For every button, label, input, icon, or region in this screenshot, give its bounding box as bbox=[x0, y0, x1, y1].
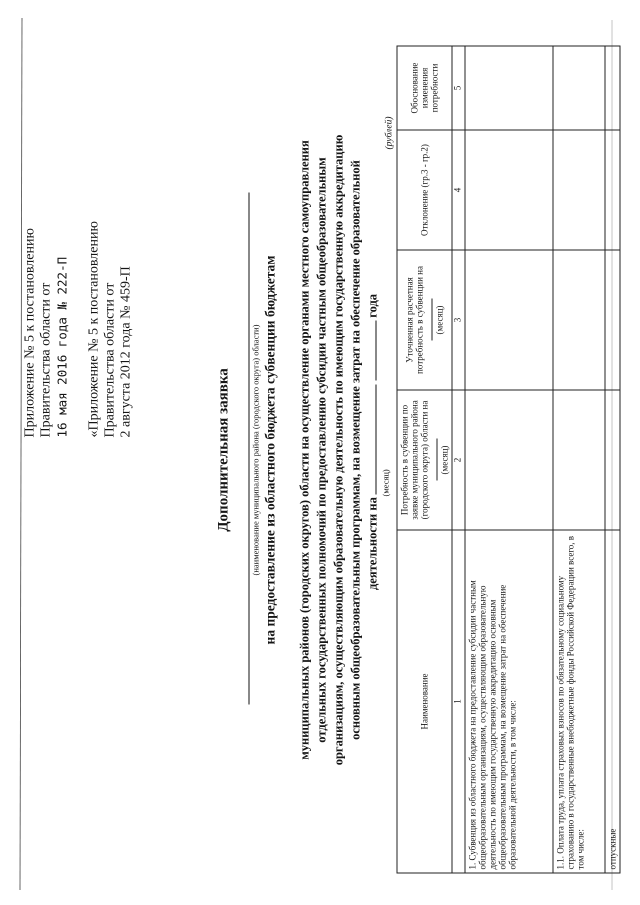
appendix-new-date: 16 мая 2016 года № 222-П bbox=[54, 256, 70, 438]
municipality-name-line bbox=[249, 193, 250, 705]
table-header-row bbox=[397, 46, 452, 873]
cell-empty bbox=[465, 250, 553, 390]
appendix-new-line1: Приложение № 5 к постановлению bbox=[22, 228, 38, 438]
subtitle-line6 bbox=[365, 90, 381, 795]
table-row bbox=[553, 46, 605, 873]
header-justification: Обоснование изменения потребности bbox=[397, 46, 452, 130]
column-number: 5 bbox=[452, 46, 465, 130]
column-number-row bbox=[452, 46, 465, 873]
column-number: 1 bbox=[452, 530, 465, 873]
row-name: 1. Субвенция из областного бюджета на предоставление субсидии частным общеобразовательным организациям, осуществляющим образовательную деятельность по имеющим государственную аккредитацию основным общеобразовательным программам, на возмещение затрат на обеспечение образовательной деятельности, в том числе: bbox=[465, 530, 553, 873]
cell-empty bbox=[605, 130, 620, 250]
municipality-name-hint: (наименование муниципального района (городского округа) области) bbox=[250, 324, 261, 576]
subtitle-line5: основным общеобразовательным программам, на возмещение затрат на обеспечение образовательной bbox=[348, 160, 363, 740]
cell-empty bbox=[465, 130, 553, 250]
header-refined-need: Уточненная расчетная потребность в субвенции на (месяц) bbox=[397, 250, 452, 390]
table-row bbox=[465, 46, 553, 873]
subtitle-line6-post: года bbox=[365, 293, 380, 318]
units-label: (рублей) bbox=[384, 116, 395, 150]
cell-empty bbox=[605, 250, 620, 390]
header-need-month-hint: (месяц) bbox=[439, 445, 450, 475]
appendix-reference-new bbox=[23, 38, 71, 438]
appendix-old-line3: 2 августа 2012 года № 459-П bbox=[118, 266, 134, 438]
year-blank bbox=[376, 321, 377, 381]
rotated-document-page bbox=[1, 18, 640, 883]
row-name: отпускные bbox=[605, 530, 620, 873]
header-name: Наименование bbox=[397, 530, 452, 873]
cell-empty bbox=[553, 250, 605, 390]
cell-empty bbox=[553, 390, 605, 530]
table-row bbox=[605, 46, 620, 873]
cell-empty bbox=[553, 46, 605, 130]
row-name: 1.1. Оплата труда, уплата страховых взносов по обязательному социальному страхованию в государственные внебюджетные фонды Российской Федерации всего, в том числе: bbox=[553, 530, 605, 873]
appendix-new-line2: Правительства области от bbox=[38, 282, 54, 438]
header-need-by-application: Потребность в субвенции по заявке муниципального района (городского округа) области на (месяц) bbox=[397, 390, 452, 530]
appendix-old-line1: «Приложение № 5 к постановлению bbox=[86, 221, 102, 438]
month-hint: (месяц) bbox=[380, 469, 391, 497]
month-blank bbox=[376, 384, 377, 494]
document-title: Дополнительная заявка bbox=[215, 368, 232, 532]
column-number: 3 bbox=[452, 250, 465, 390]
subtitle-line6-pre: деятельности на bbox=[365, 497, 380, 591]
appendix-old-line2: Правительства области от bbox=[102, 282, 118, 438]
header-deviation: Отклонение (гр.3 - гр.2) bbox=[397, 130, 452, 250]
column-number: 4 bbox=[452, 130, 465, 250]
cell-empty bbox=[465, 46, 553, 130]
subtitle-line1: на предоставление из областного бюджета субвенции бюджетам bbox=[262, 255, 278, 645]
cell-empty bbox=[553, 130, 605, 250]
cell-empty bbox=[465, 390, 553, 530]
cell-empty bbox=[605, 390, 620, 530]
application-table bbox=[397, 46, 621, 874]
subtitle-line4: организациям, осуществляющим образовательную деятельность по имеющим государственную аккредитацию bbox=[331, 134, 346, 766]
appendix-reference-old bbox=[87, 38, 135, 438]
column-number: 2 bbox=[452, 390, 465, 530]
header-refined-month-hint: (месяц) bbox=[434, 305, 445, 335]
subtitle-line3: отдельных государственных полномочий по предоставлению субсидии частным общеобразовательным bbox=[314, 157, 329, 743]
subtitle-line2: муниципальных районов (городских округов) области на осуществление органами местного самоуправления bbox=[297, 140, 312, 760]
cell-empty bbox=[605, 46, 620, 130]
